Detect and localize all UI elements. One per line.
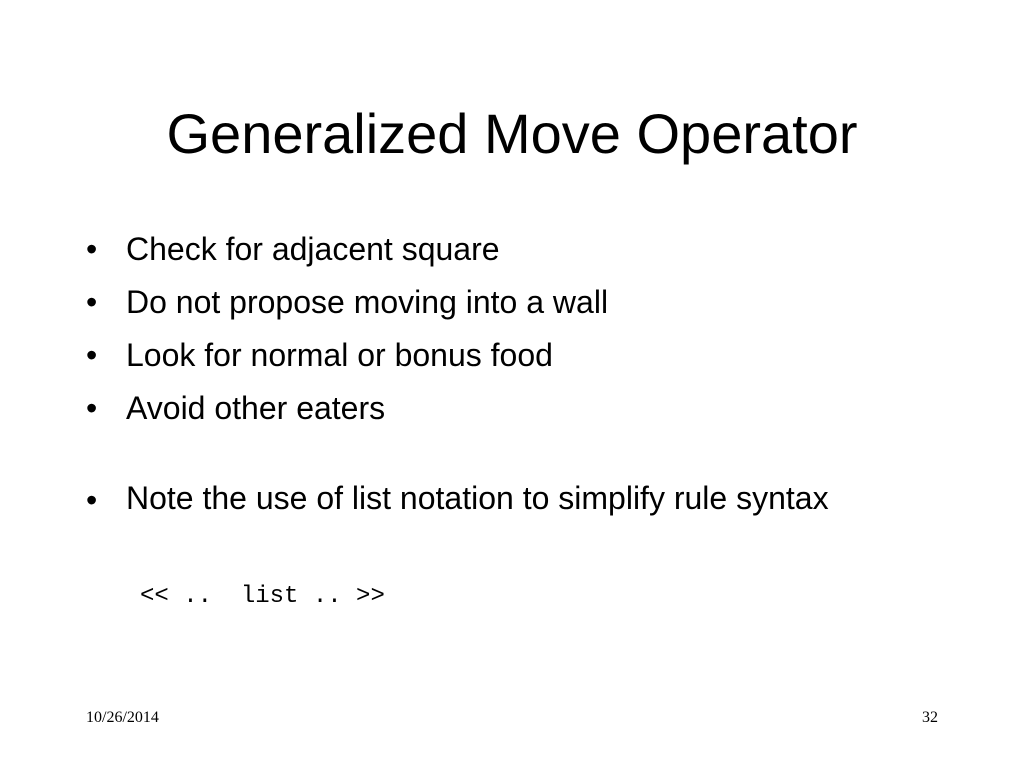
- bullet-text: Check for adjacent square: [126, 231, 500, 267]
- bullet-marker: •: [86, 231, 98, 267]
- bullet-item: [86, 477, 966, 519]
- bullet-item: [86, 385, 966, 431]
- bullet-item: [86, 332, 966, 378]
- bullet-text: Do not propose moving into a wall: [126, 284, 609, 320]
- bullet-item: [86, 279, 966, 325]
- bullet-marker: •: [86, 284, 98, 320]
- slide-title: Generalized Move Operator: [166, 102, 858, 165]
- footer-date: 10/26/2014: [86, 709, 159, 726]
- bullet-marker: •: [86, 390, 98, 426]
- bullet-text: Look for normal or bonus food: [126, 337, 553, 373]
- code-snippet: << .. list .. >>: [140, 583, 385, 610]
- bullet-marker: •: [86, 337, 98, 373]
- bullet-item: [86, 226, 966, 272]
- bullet-text: Note the use of list notation to simplify rule syntax: [126, 480, 829, 516]
- page-number: 32: [922, 709, 938, 726]
- bullet-list: [86, 226, 966, 526]
- bullet-marker: •: [86, 482, 98, 518]
- bullet-text: Avoid other eaters: [126, 390, 386, 426]
